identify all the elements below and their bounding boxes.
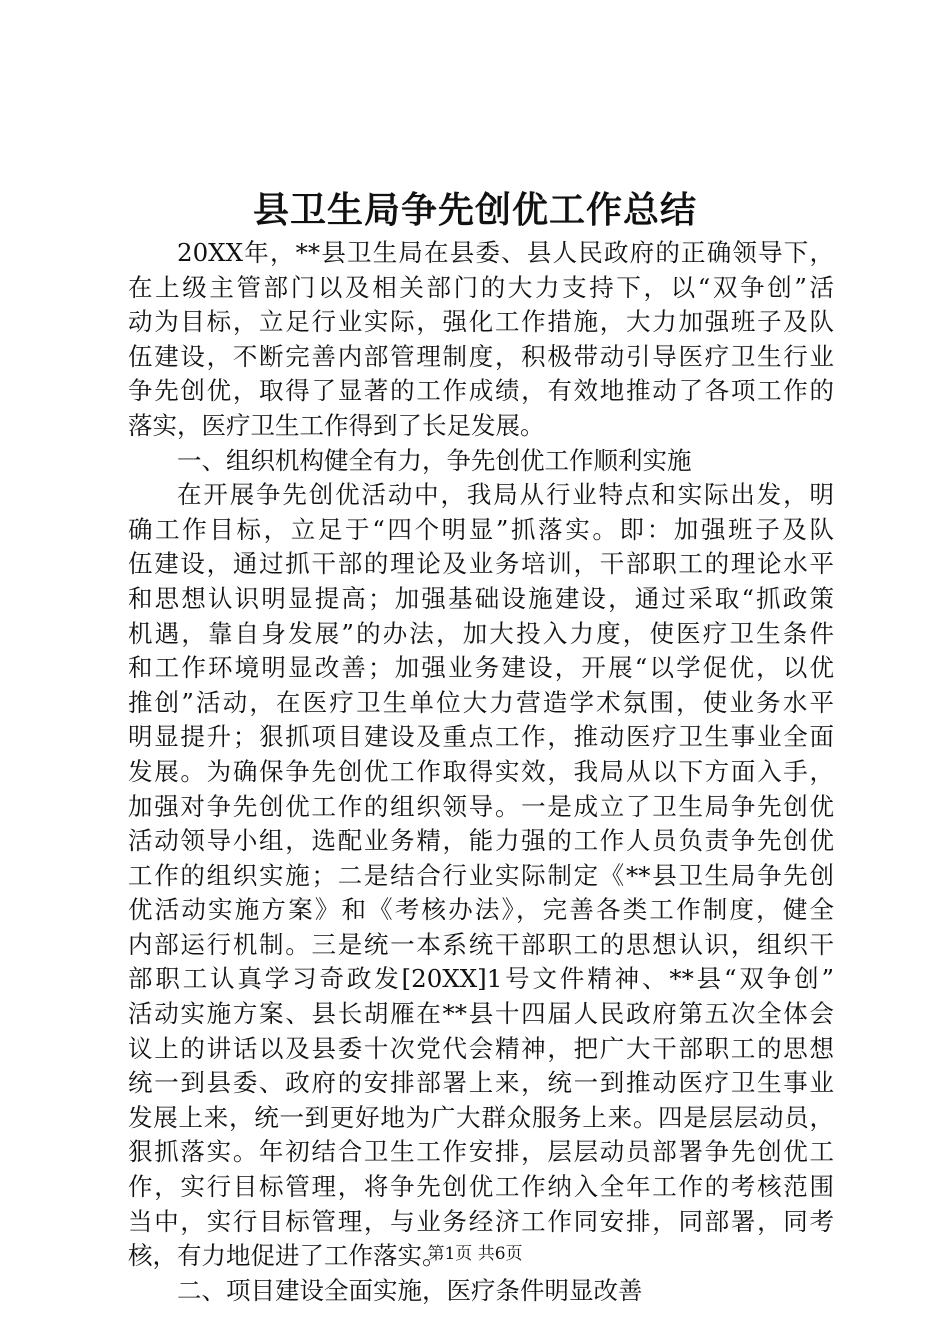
body-line: 和工作环境明显改善；加强业务建设，开展“以学促优，以优 xyxy=(128,653,834,683)
page-footer: 第1页 共6页 xyxy=(427,1244,523,1264)
body-line: 明显提升；狠抓项目建设及重点工作，推动医疗卫生事业全面 xyxy=(128,722,834,752)
body-line: 在上级主管部门以及相关部门的大力支持下，以“双争创”活 xyxy=(128,272,834,302)
body-line: 活动实施方案、县长胡雁在**县十四届人民政府第五次全体会 xyxy=(128,999,834,1029)
section-heading: 一、组织机构健全有力，争先创优工作顺利实施 xyxy=(177,445,692,475)
document-title: 县卫生局争先创优工作总结 xyxy=(252,189,697,231)
body-line: 发展上来，统一到更好地为广大群众服务上来。四是层层动员， xyxy=(128,1102,834,1132)
body-line: 落实，医疗卫生工作得到了长足发展。 xyxy=(128,410,545,440)
body-line: 争先创优，取得了显著的工作成绩，有效地推动了各项工作的 xyxy=(128,376,834,406)
body-line: 确工作目标，立足于“四个明显”抓落实。即：加强班子及队 xyxy=(128,514,834,544)
body-line: 推创”活动，在医疗卫生单位大力营造学术氛围，使业务水平 xyxy=(128,687,834,717)
body-line: 加强对争先创优工作的组织领导。一是成立了卫生局争先创优 xyxy=(128,791,834,821)
body-line: 发展。为确保争先创优工作取得实效，我局从以下方面入手， xyxy=(128,756,834,786)
body-line: 部职工认真学习奇政发[20XX]1号文件精神、**县“双争创” xyxy=(128,964,834,994)
document-body xyxy=(128,236,834,1308)
body-line: 机遇，靠自身发展”的办法，加大投入力度，使医疗卫生条件 xyxy=(128,618,834,648)
body-line: 议上的讲话以及县委十次党代会精神，把广大干部职工的思想 xyxy=(128,1033,834,1063)
body-line: 动为目标，立足行业实际，强化工作措施，大力加强班子及队 xyxy=(128,307,834,337)
body-line: 核，有力地促进了工作落实。 xyxy=(128,1241,447,1271)
body-line: 伍建设，不断完善内部管理制度，积极带动引导医疗卫生行业 xyxy=(128,341,834,371)
section-heading: 二、项目建设全面实施，医疗条件明显改善 xyxy=(177,1275,643,1305)
body-line: 活动领导小组，选配业务精，能力强的工作人员负责争先创优 xyxy=(128,826,834,856)
body-line: 统一到县委、政府的安排部署上来，统一到推动医疗卫生事业 xyxy=(128,1068,834,1098)
body-line: 工作的组织实施；二是结合行业实际制定《**县卫生局争先创 xyxy=(128,860,834,890)
body-line: 伍建设，通过抓干部的理论及业务培训，干部职工的理论水平 xyxy=(128,549,834,579)
body-line: 内部运行机制。三是统一本系统干部职工的思想认识，组织干 xyxy=(128,929,834,959)
body-line: 作，实行目标管理，将争先创优工作纳入全年工作的考核范围 xyxy=(128,1172,834,1202)
body-line: 狠抓落实。年初结合卫生工作安排，层层动员部署争先创优工 xyxy=(128,1137,834,1167)
body-line: 20XX年，**县卫生局在县委、县人民政府的正确领导下， xyxy=(177,238,834,267)
body-line: 当中，实行目标管理，与业务经济工作同安排，同部署，同考 xyxy=(128,1206,834,1236)
body-line: 在开展争先创优活动中，我局从行业特点和实际出发，明 xyxy=(177,480,834,510)
body-line: 优活动实施方案》和《考核办法》，完善各类工作制度，健全 xyxy=(128,895,834,925)
body-line: 和思想认识明显提高；加强基础设施建设，通过采取“抓政策 xyxy=(128,583,834,613)
